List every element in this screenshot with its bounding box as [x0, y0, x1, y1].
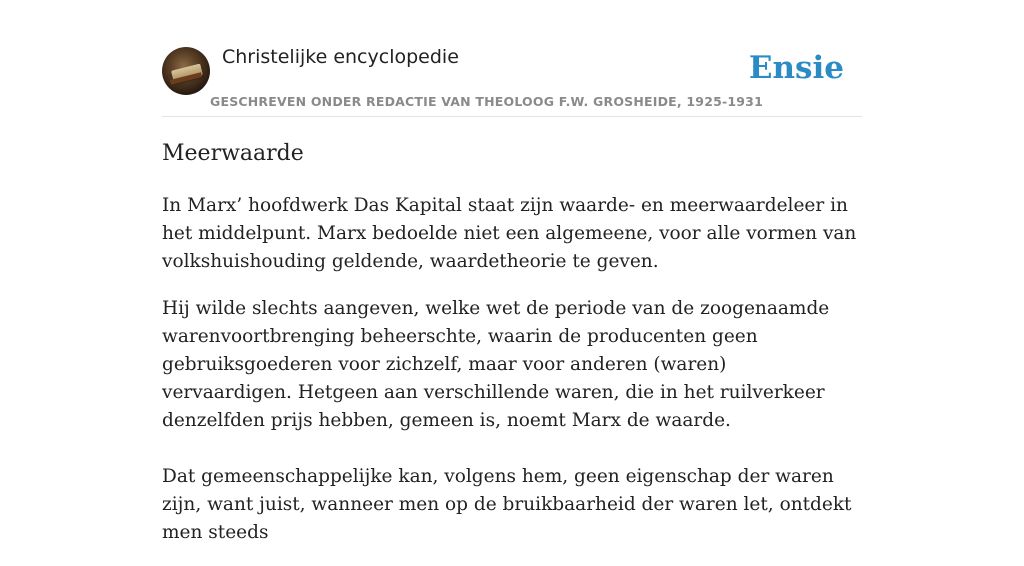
article-paragraph: In Marx’ hoofdwerk Das Kapital staat zijn waarde- en meerwaardeleer in het middelpunt. Marx bedoelde niet een algemeene, voor alle vormen van volkshuishouding geldende, waardetheorie te geven. — [162, 195, 857, 272]
article-paragraph: Dat gemeenschappelijke kan, volgens hem, geen eigenschap der waren zijn, want juist, wanneer men op de bruikbaarheid der waren let, ontdekt men steeds — [162, 466, 852, 543]
site-header — [162, 44, 862, 117]
article-title: Meerwaarde — [162, 141, 304, 166]
brand-logo-link[interactable]: Ensie — [748, 50, 844, 86]
article — [162, 138, 862, 566]
encyclopedia-avatar[interactable] — [162, 47, 210, 95]
article-paragraph: Hij wilde slechts aangeven, welke wet de periode van de zoogenaamde warenvoortbrenging beheerschte, waarin de producenten geen gebruiksgoederen voor zichzelf, maar voor anderen (waren) vervaardigen. Hetgeen aan verschillende waren, die in het ruilverkeer denzelfden prijs hebben, gemeen is, noemt Marx de waarde. — [162, 298, 830, 431]
site-title[interactable]: Christelijke encyclopedie — [222, 46, 459, 68]
site-subtitle: GESCHREVEN ONDER REDACTIE VAN THEOLOOG F.W. GROSHEIDE, 1925-1931 — [210, 94, 763, 109]
